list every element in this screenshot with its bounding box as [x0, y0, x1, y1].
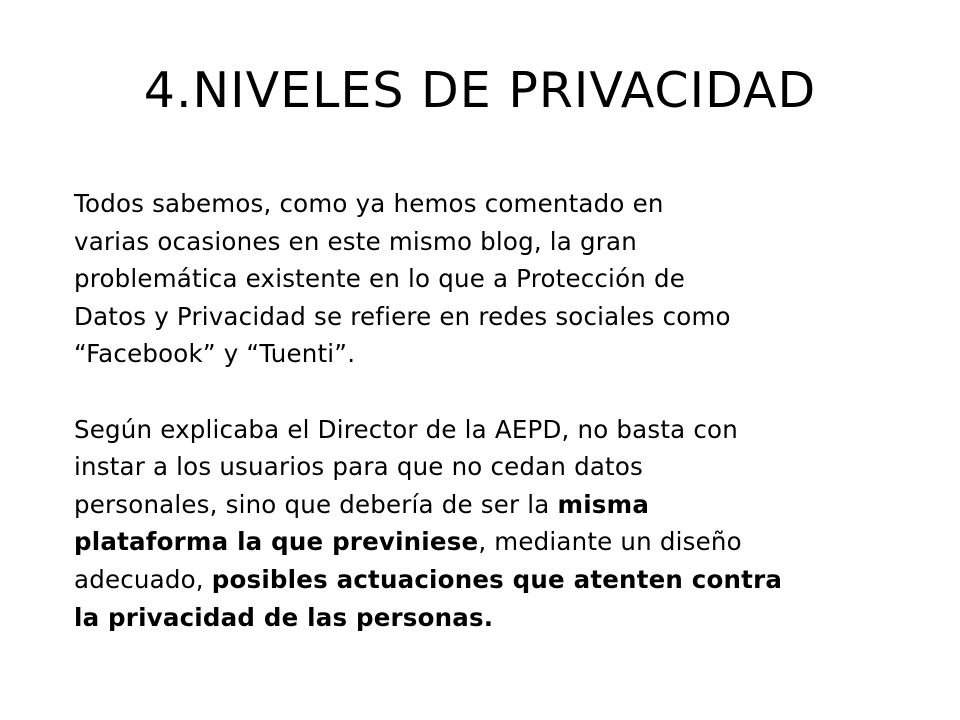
- text-line: Todos sabemos, como ya hemos comentado en: [74, 189, 664, 218]
- bold-text-segment: posibles actuaciones que atenten contra: [211, 564, 783, 594]
- text-line: instar a los usuarios para que no cedan datos: [74, 452, 644, 482]
- bold-text-segment: misma: [557, 489, 650, 519]
- bold-text-segment: la privacidad de las personas.: [74, 602, 494, 632]
- text-line: [74, 486, 904, 524]
- paragraph-intro: [74, 185, 904, 373]
- text-line: [74, 599, 904, 637]
- slide-body: [74, 185, 904, 636]
- text-segment: personales, sino que debería de ser la: [74, 489, 558, 519]
- bold-text-segment: plataforma la que previniese: [74, 527, 479, 557]
- text-line: [74, 561, 904, 599]
- text-line: [74, 523, 904, 561]
- paragraph-aepd: [74, 411, 904, 637]
- text-segment: adecuado,: [74, 564, 212, 594]
- text-line: “Facebook” y “Tuenti”.: [74, 339, 356, 369]
- text-segment: , mediante un diseño: [478, 527, 742, 557]
- text-line: varias ocasiones en este mismo blog, la gran: [74, 226, 637, 256]
- slide-title: 4.NIVELES DE PRIVACIDAD: [143, 62, 817, 119]
- text-line: Datos y Privacidad se refiere en redes sociales como: [74, 301, 731, 331]
- text-line: Según explicaba el Director de la AEPD, no basta con: [74, 414, 738, 444]
- text-line: problemática existente en lo que a Protección de: [74, 264, 685, 294]
